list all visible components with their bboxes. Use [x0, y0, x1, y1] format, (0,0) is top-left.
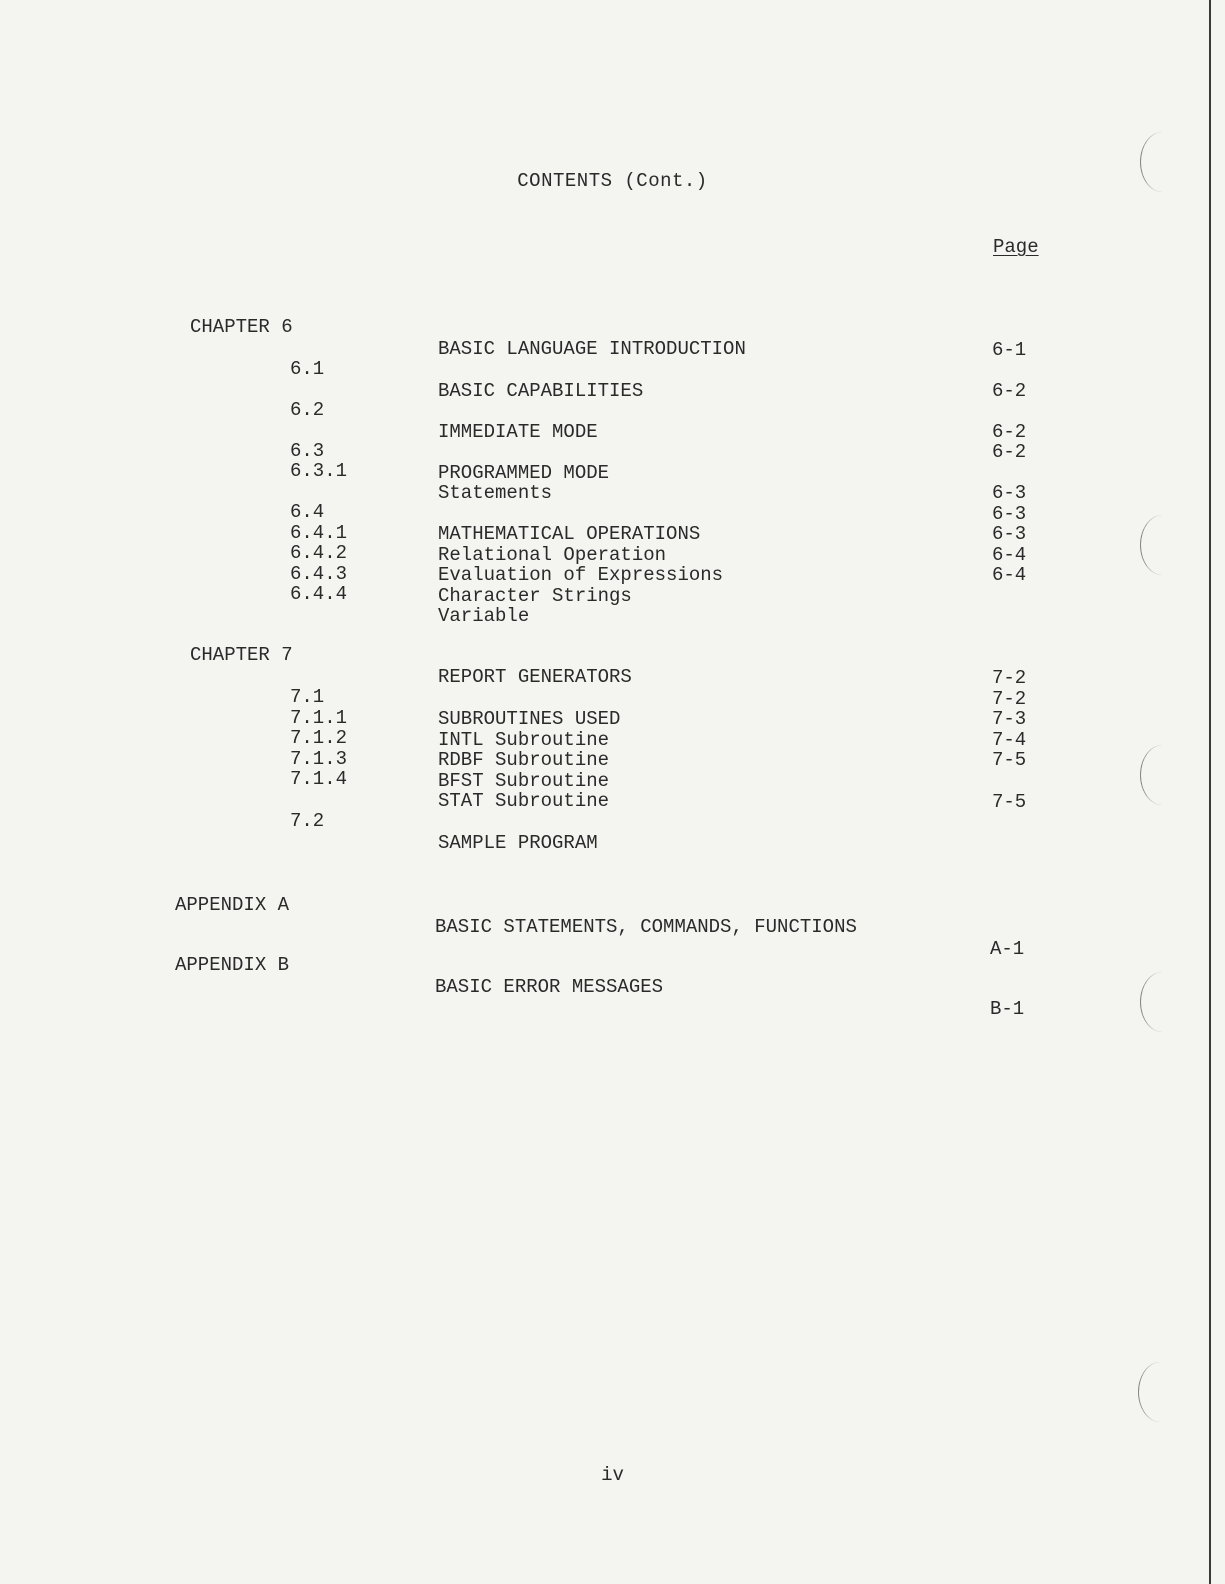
contents-title: CONTENTS (Cont.): [517, 170, 708, 192]
toc-number: 7.1.2: [290, 727, 348, 749]
toc-title: BASIC STATEMENTS, COMMANDS, FUNCTIONS: [435, 916, 857, 938]
toc-row: [0, 788, 1225, 854]
toc-title: BFST Subroutine: [438, 770, 610, 792]
toc-title: Relational Operation: [438, 544, 667, 566]
toc-page: 6-2: [992, 441, 1027, 463]
toc-number: 6.3.1: [290, 460, 348, 482]
toc-number: APPENDIX A: [175, 894, 290, 916]
toc-title: BASIC LANGUAGE INTRODUCTION: [438, 338, 746, 360]
toc-page: 6-2: [992, 421, 1027, 443]
toc-title: Evaluation of Expressions: [438, 564, 724, 586]
toc-number: 7.1.4: [290, 768, 348, 790]
toc-page: 7-2: [992, 667, 1027, 689]
toc-row: [0, 377, 1225, 443]
page-column-header: Page: [993, 236, 1039, 258]
toc-title: RDBF Subroutine: [438, 749, 610, 771]
toc-number: 6.4.3: [290, 563, 348, 585]
toc-number: APPENDIX B: [175, 954, 290, 976]
toc-page: 6-2: [992, 380, 1027, 402]
toc-page: 6-3: [992, 503, 1027, 525]
toc-page: A-1: [990, 938, 1025, 960]
toc-title: MATHEMATICAL OPERATIONS: [438, 523, 701, 545]
toc-title: REPORT GENERATORS: [438, 666, 632, 688]
toc-page: 6-1: [992, 339, 1027, 361]
toc-title: STAT Subroutine: [438, 790, 610, 812]
toc-number: 6.4.2: [290, 542, 348, 564]
binder-hole-mark: [1140, 972, 1185, 1032]
toc-number: 6.4: [290, 501, 325, 523]
toc-number: 7.1.1: [290, 707, 348, 729]
toc-number: 7.2: [290, 810, 325, 832]
toc-page: 7-4: [992, 729, 1027, 751]
toc-title: BASIC ERROR MESSAGES: [435, 976, 664, 998]
page-number: iv: [601, 1464, 624, 1486]
toc-page: 7-5: [992, 749, 1027, 771]
toc-title: Statements: [438, 482, 553, 504]
toc-appendix-row: [0, 932, 1225, 1020]
toc-page: 7-5: [992, 791, 1027, 813]
toc-title: PROGRAMMED MODE: [438, 462, 610, 484]
toc-page: 6-3: [992, 482, 1027, 504]
toc-number: 6.3: [290, 440, 325, 462]
toc-number: 6.4.1: [290, 522, 348, 544]
toc-number: 6.2: [290, 399, 325, 421]
toc-number: 6.1: [290, 358, 325, 380]
toc-number: CHAPTER 6: [190, 316, 293, 338]
toc-page: 7-3: [992, 708, 1027, 730]
toc-title: INTL Subroutine: [438, 729, 610, 751]
toc-title: Character Strings: [438, 585, 632, 607]
toc-page: 6-4: [992, 544, 1027, 566]
toc-page: 7-2: [992, 688, 1027, 710]
toc-appendix-row: [0, 872, 1225, 960]
toc-number: 6.4.4: [290, 583, 348, 605]
toc-title: SUBROUTINES USED: [438, 708, 621, 730]
toc-title: Variable: [438, 605, 530, 627]
toc-title: IMMEDIATE MODE: [438, 421, 598, 443]
toc-number: 7.1.3: [290, 748, 348, 770]
toc-page: 6-4: [992, 564, 1027, 586]
toc-page: B-1: [990, 998, 1025, 1020]
toc-number: CHAPTER 7: [190, 644, 293, 666]
toc-page: 6-3: [992, 523, 1027, 545]
toc-number: 7.1: [290, 686, 325, 708]
binder-hole-mark: [1138, 1362, 1183, 1422]
toc-title: SAMPLE PROGRAM: [438, 832, 598, 854]
toc-title: BASIC CAPABILITIES: [438, 380, 644, 402]
